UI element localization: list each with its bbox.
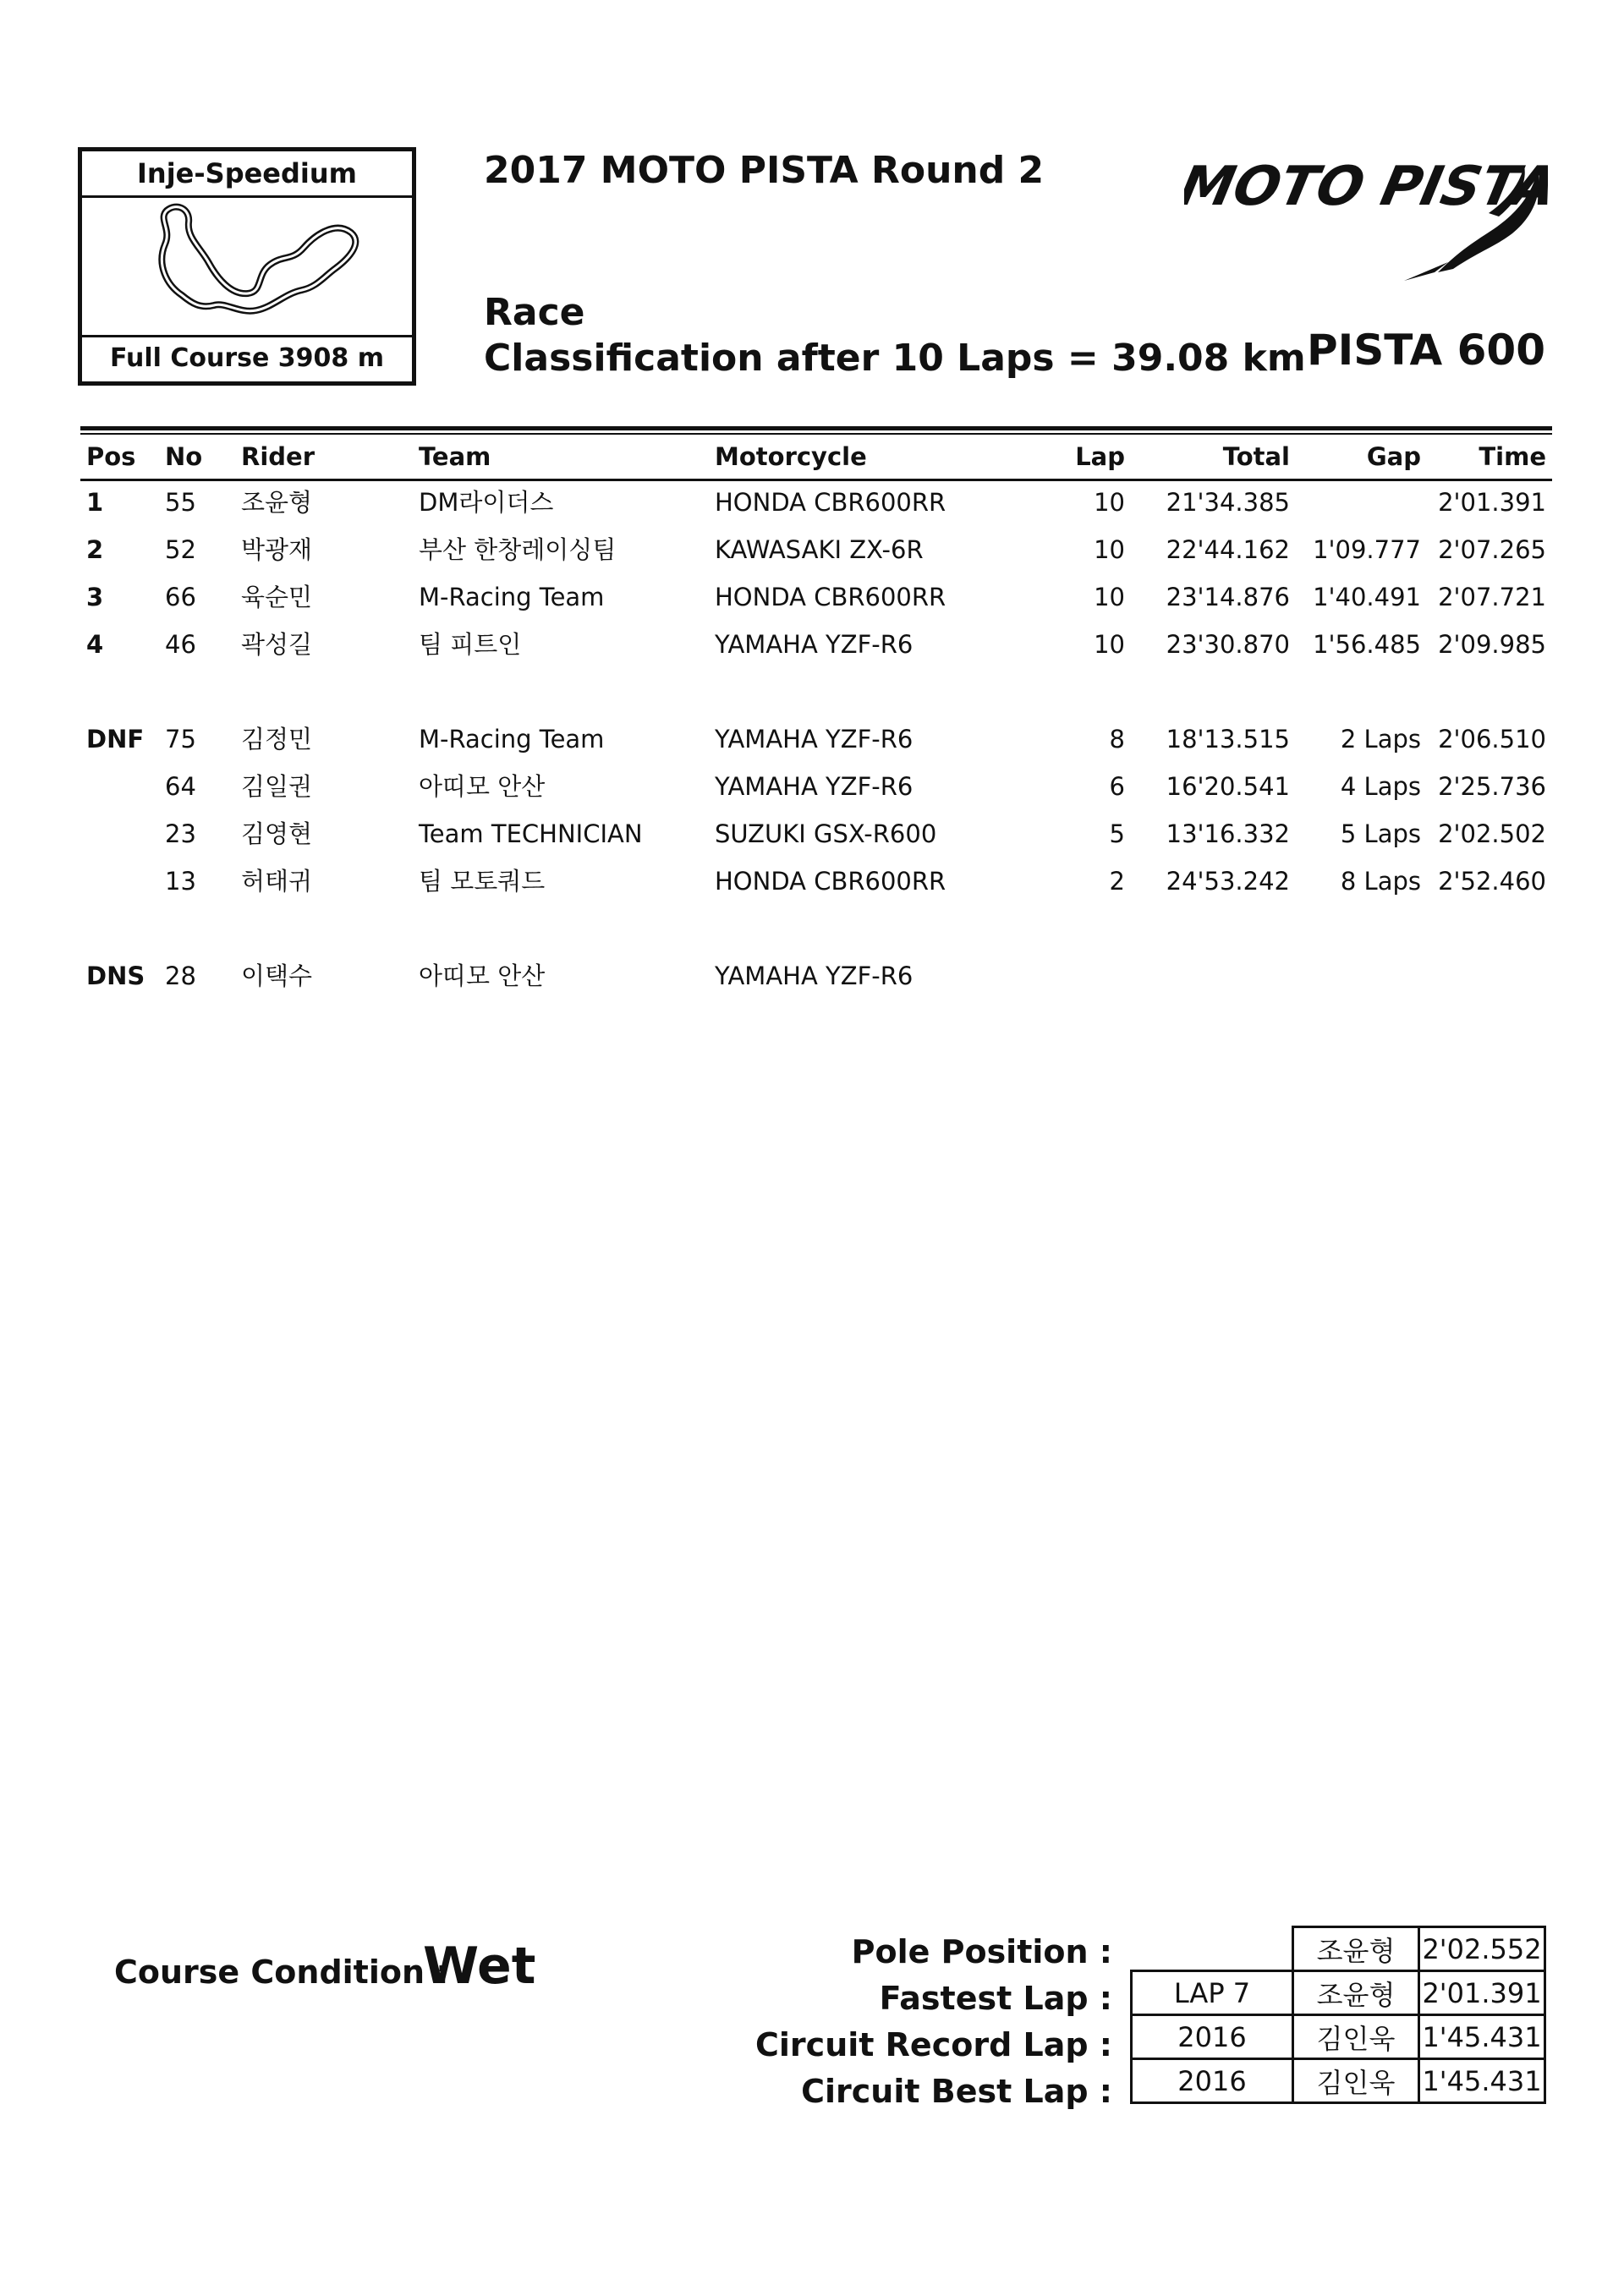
- cell-no: 23: [165, 819, 196, 848]
- cell-time: 2'02.502: [1438, 819, 1546, 848]
- cell-team: 아띠모 안산: [419, 962, 546, 990]
- cell-total: 22'44.162: [1166, 535, 1290, 564]
- circuit-map-icon: [82, 195, 412, 326]
- classification-title: Classification after 10 Laps = 39.08 km: [484, 337, 1306, 380]
- cell-motorcycle: HONDA CBR600RR: [715, 583, 946, 611]
- cell-rider: 이택수: [241, 962, 313, 990]
- cell-rider: 김일권: [241, 772, 313, 801]
- table-row: [80, 858, 1552, 905]
- cell-gap: 2 Laps: [1340, 725, 1421, 753]
- record-time: 1'45.431: [1419, 2015, 1545, 2059]
- cell-lap: 5: [1109, 819, 1125, 848]
- cell-time: 2'25.736: [1438, 772, 1546, 801]
- cell-motorcycle: KAWASAKI ZX-6R: [715, 535, 924, 564]
- record-rider: 김인욱: [1293, 2059, 1419, 2103]
- class-name: PISTA 600: [1307, 326, 1545, 375]
- cell-no: 66: [165, 583, 196, 611]
- table-row: [80, 715, 1552, 763]
- header-time: Time: [1479, 442, 1546, 471]
- cell-lap: 8: [1109, 725, 1125, 753]
- cell-pos: 4: [86, 630, 104, 659]
- record-row-pole: [1132, 1927, 1545, 1971]
- divider: [80, 426, 1552, 430]
- header-gap: Gap: [1366, 442, 1421, 471]
- record-row-fastest: [1132, 1971, 1545, 2015]
- cell-team: 팀 피트인: [419, 630, 522, 659]
- cell-rider: 육순민: [241, 583, 313, 611]
- table-row: [80, 479, 1552, 526]
- cell-total: 21'34.385: [1166, 488, 1290, 517]
- cell-time: 2'07.721: [1438, 583, 1546, 611]
- record-info: 2016: [1132, 2015, 1293, 2059]
- cell-rider: 곽성길: [241, 630, 313, 659]
- cell-gap: 1'40.491: [1313, 583, 1421, 611]
- cell-total: 23'14.876: [1166, 583, 1290, 611]
- record-time: 2'02.552: [1419, 1927, 1545, 1971]
- cell-gap: 5 Laps: [1340, 819, 1421, 848]
- cell-motorcycle: HONDA CBR600RR: [715, 488, 946, 517]
- cell-total: 16'20.541: [1166, 772, 1290, 801]
- course-condition-label: Course Condition :: [114, 1954, 449, 1991]
- event-title: 2017 MOTO PISTA Round 2: [484, 149, 1045, 192]
- record-info: 2016: [1132, 2059, 1293, 2103]
- cell-team: 아띠모 안산: [419, 772, 546, 801]
- course-condition-value: Wet: [423, 1937, 536, 1996]
- cell-no: 52: [165, 535, 196, 564]
- cell-lap: 6: [1109, 772, 1125, 801]
- cell-lap: 10: [1094, 583, 1125, 611]
- cell-motorcycle: YAMAHA YZF-R6: [715, 962, 914, 990]
- cell-no: 13: [165, 867, 196, 896]
- cell-rider: 조윤형: [241, 488, 313, 517]
- header-no: No: [165, 442, 203, 471]
- cell-pos: DNS: [86, 962, 145, 990]
- header-total: Total: [1222, 442, 1290, 471]
- cell-rider: 김영현: [241, 819, 313, 848]
- record-row-circuit-best: [1132, 2059, 1545, 2103]
- cell-total: 23'30.870: [1166, 630, 1290, 659]
- cell-pos: 3: [86, 583, 104, 611]
- header-pos: Pos: [86, 442, 136, 471]
- logo-text: MOTO PISTA: [1184, 155, 1548, 218]
- cell-gap: 4 Laps: [1340, 772, 1421, 801]
- cell-no: 75: [165, 725, 196, 753]
- pole-position-label: Pole Position :: [851, 1933, 1112, 1970]
- header-lap: Lap: [1075, 442, 1125, 471]
- record-time: 1'45.431: [1419, 2059, 1545, 2103]
- cell-lap: 10: [1094, 630, 1125, 659]
- table-header: [80, 433, 1552, 480]
- cell-time: 2'07.265: [1438, 535, 1546, 564]
- cell-rider: 박광재: [241, 535, 313, 564]
- record-info: [1132, 1927, 1293, 1971]
- cell-pos: 1: [86, 488, 104, 517]
- cell-rider: 김정민: [241, 725, 313, 753]
- table-row: [80, 526, 1552, 573]
- cell-pos: 2: [86, 535, 104, 564]
- cell-team: Team TECHNICIAN: [419, 819, 643, 848]
- cell-motorcycle: YAMAHA YZF-R6: [715, 725, 914, 753]
- header-team: Team: [419, 442, 491, 471]
- header-rider: Rider: [241, 442, 315, 471]
- table-row: [80, 952, 1552, 1000]
- record-row-circuit-record: [1132, 2015, 1545, 2059]
- record-info: LAP 7: [1132, 1971, 1293, 2015]
- cell-no: 64: [165, 772, 196, 801]
- cell-time: 2'06.510: [1438, 725, 1546, 753]
- session-title: Race: [484, 291, 585, 334]
- record-rider: 조윤형: [1293, 1971, 1419, 2015]
- table-row: [80, 621, 1552, 668]
- table-row: [80, 810, 1552, 858]
- moto-pista-logo: [1184, 145, 1548, 289]
- cell-lap: 2: [1109, 867, 1125, 896]
- cell-time: 2'52.460: [1438, 867, 1546, 896]
- cell-lap: 10: [1094, 535, 1125, 564]
- cell-no: 55: [165, 488, 196, 517]
- cell-motorcycle: YAMAHA YZF-R6: [715, 772, 914, 801]
- cell-total: 24'53.242: [1166, 867, 1290, 896]
- cell-total: 13'16.332: [1166, 819, 1290, 848]
- table-row: [80, 573, 1552, 621]
- cell-motorcycle: SUZUKI GSX-R600: [715, 819, 937, 848]
- header-motorcycle: Motorcycle: [715, 442, 867, 471]
- cell-team: 부산 한창레이싱팀: [419, 535, 617, 564]
- cell-time: 2'09.985: [1438, 630, 1546, 659]
- cell-no: 28: [165, 962, 196, 990]
- cell-rider: 허태귀: [241, 867, 313, 896]
- record-rider: 김인욱: [1293, 2015, 1419, 2059]
- circuit-record-lap-label: Circuit Record Lap :: [755, 2026, 1112, 2063]
- cell-total: 18'13.515: [1166, 725, 1290, 753]
- circuit-name: Inje-Speedium: [82, 151, 412, 198]
- cell-team: M-Racing Team: [419, 725, 605, 753]
- circuit-best-lap-label: Circuit Best Lap :: [801, 2073, 1112, 2110]
- cell-motorcycle: HONDA CBR600RR: [715, 867, 946, 896]
- cell-time: 2'01.391: [1438, 488, 1546, 517]
- record-rider: 조윤형: [1293, 1927, 1419, 1971]
- table-row: [80, 763, 1552, 810]
- cell-gap: 8 Laps: [1340, 867, 1421, 896]
- cell-team: M-Racing Team: [419, 583, 605, 611]
- cell-no: 46: [165, 630, 196, 659]
- circuit-length: Full Course 3908 m: [82, 335, 412, 381]
- cell-team: DM라이더스: [419, 488, 554, 517]
- cell-pos: DNF: [86, 725, 145, 753]
- cell-lap: 10: [1094, 488, 1125, 517]
- records-table: [1130, 1926, 1546, 2104]
- fastest-lap-label: Fastest Lap :: [879, 1980, 1112, 2017]
- cell-gap: 1'56.485: [1313, 630, 1421, 659]
- cell-motorcycle: YAMAHA YZF-R6: [715, 630, 914, 659]
- record-time: 2'01.391: [1419, 1971, 1545, 2015]
- cell-gap: 1'09.777: [1313, 535, 1421, 564]
- cell-team: 팀 모토쿼드: [419, 867, 546, 896]
- circuit-box: [78, 147, 416, 386]
